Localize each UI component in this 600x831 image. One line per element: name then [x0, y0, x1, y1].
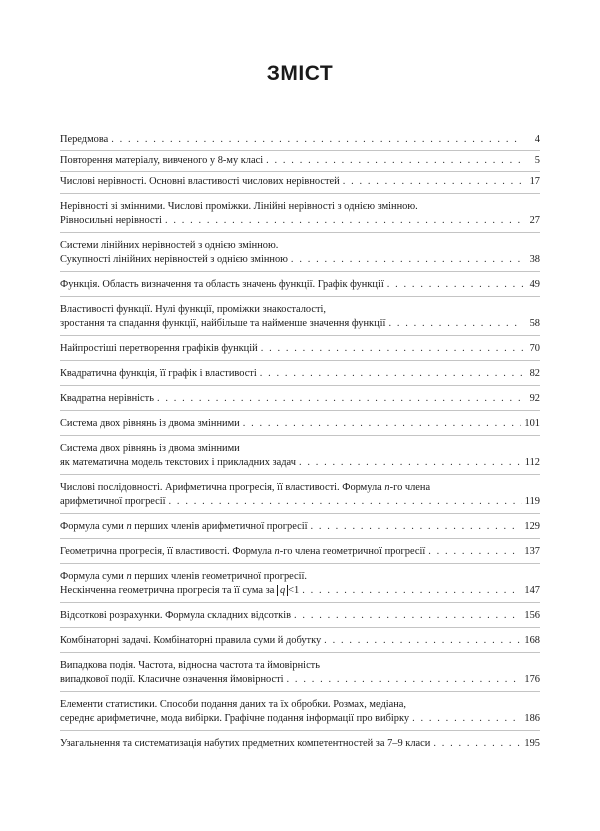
- toc-entry-title-line: арифметичної прогресії: [60, 496, 166, 507]
- dot-leader: [294, 609, 521, 623]
- toc-entry-title-line: Нерівності зі змінними. Числові проміжки. Лінійні нерівності з однією змінною.: [60, 201, 418, 212]
- toc-page-number: 27: [529, 215, 540, 226]
- toc-page-number: 147: [524, 585, 540, 596]
- toc-entry-title-line: Сукупності лінійних нерівностей з однією змінною: [60, 254, 288, 265]
- toc-page-number: 38: [529, 254, 540, 265]
- toc-page-number: 176: [524, 674, 540, 685]
- toc-entry-title-line: Нескінченна геометрична прогресія та її сума за q <1: [60, 585, 300, 596]
- dot-leader: [324, 634, 521, 648]
- toc-entry[interactable]: [60, 194, 540, 233]
- toc-entry[interactable]: [60, 297, 540, 336]
- toc-entry[interactable]: [60, 564, 540, 603]
- toc-entry-title: Квадратна нерівність: [60, 393, 154, 404]
- table-of-contents: [60, 130, 540, 755]
- toc-page-number: 101: [524, 418, 540, 429]
- dot-leader: [261, 342, 523, 356]
- dot-leader: [169, 495, 522, 509]
- toc-entry-title-line: Властивості функції. Нулі функції, проміжки знакосталості,: [60, 304, 327, 315]
- dot-leader: [157, 392, 523, 406]
- toc-entry[interactable]: [60, 151, 540, 172]
- toc-entry[interactable]: [60, 336, 540, 361]
- toc-entry[interactable]: [60, 514, 540, 539]
- dot-leader: [433, 737, 521, 751]
- toc-entry-title: Функція. Область визначення та область значень функції. Графік функції: [60, 279, 384, 290]
- toc-entry[interactable]: [60, 539, 540, 564]
- toc-entry-title-line: випадкової події. Класичне означення ймовірності: [60, 674, 284, 685]
- toc-page-number: 119: [524, 496, 540, 507]
- math-variable-n: n: [126, 571, 132, 582]
- dot-leader: [266, 154, 523, 168]
- toc-entry-title: Повторення матеріалу, вивченого у 8-му класі: [60, 155, 264, 166]
- toc-page-number: 5: [534, 155, 540, 166]
- toc-entry[interactable]: [60, 436, 540, 475]
- toc-entry-title: Відсоткові розрахунки. Формула складних відсотків: [60, 610, 292, 621]
- toc-entry[interactable]: [60, 731, 540, 755]
- toc-entry[interactable]: [60, 172, 540, 194]
- toc-entry-title: Геометрична прогресія, її властивості. Формула n-го члена геометричної прогресії: [60, 546, 426, 557]
- math-variable-n: n: [126, 521, 132, 532]
- toc-entry-title-line: Числові послідовності. Арифметична прогресія, її властивості. Формула n-го члена: [60, 482, 431, 493]
- toc-page-number: 186: [524, 713, 540, 724]
- dot-leader: [291, 253, 523, 267]
- abs-q-formula: q: [277, 585, 288, 596]
- dot-leader: [302, 584, 521, 598]
- toc-entry-title: Числові нерівності. Основні властивості числових нерівностей: [60, 176, 340, 187]
- toc-page-number: 137: [524, 546, 540, 557]
- toc-entry[interactable]: [60, 692, 540, 731]
- toc-entry[interactable]: [60, 272, 540, 297]
- toc-page-number: 17: [529, 176, 540, 187]
- dot-leader: [243, 417, 522, 431]
- toc-entry-title: Система двох рівнянь із двома змінними: [60, 418, 240, 429]
- toc-entry-title: Узагальнення та систематизація набутих предметних компетентностей за 7–9 класи: [60, 738, 431, 749]
- toc-entry[interactable]: [60, 386, 540, 411]
- toc-entry-title-line: як математична модель текстових і прикладних задач: [60, 457, 296, 468]
- dot-leader: [428, 545, 521, 559]
- page-title: ЗМІСТ: [266, 62, 334, 85]
- toc-page-number: 92: [529, 393, 540, 404]
- math-variable-n: n: [384, 482, 390, 493]
- toc-entry-title-line: Рівносильні нерівності: [60, 215, 162, 226]
- toc-entry[interactable]: [60, 603, 540, 628]
- dot-leader: [343, 175, 523, 189]
- dot-leader: [310, 520, 521, 534]
- toc-entry[interactable]: [60, 475, 540, 514]
- toc-entry-title-line: Елементи статистики. Способи подання даних та їх обробки. Розмах, медіана,: [60, 699, 407, 710]
- math-variable-n: n: [274, 546, 280, 557]
- toc-entry[interactable]: [60, 628, 540, 653]
- toc-page-number: 49: [529, 279, 540, 290]
- dot-leader: [387, 278, 523, 292]
- toc-entry[interactable]: [60, 653, 540, 692]
- dot-leader: [260, 367, 523, 381]
- toc-entry-title-line: Системи лінійних нерівностей з однією змінною.: [60, 240, 279, 251]
- toc-entry[interactable]: [60, 130, 540, 151]
- toc-entry[interactable]: [60, 411, 540, 436]
- dot-leader: [165, 214, 523, 228]
- toc-page-number: 82: [529, 368, 540, 379]
- dot-leader: [412, 712, 521, 726]
- toc-entry-title-line: зростання та спадання функції, найбільше та найменше значення функції: [60, 318, 386, 329]
- dot-leader: [388, 317, 523, 331]
- toc-page-number: 156: [524, 610, 540, 621]
- toc-entry-title: Найпростіші перетворення графіків функцій: [60, 343, 258, 354]
- toc-entry-title: Формула суми n перших членів арифметичної прогресії: [60, 521, 308, 532]
- toc-page-number: 4: [534, 134, 540, 145]
- toc-entry-title-line: середнє арифметичне, мода вибірки. Графічне подання інформації про вибірку: [60, 713, 410, 724]
- toc-page-number: 112: [524, 457, 540, 468]
- toc-entry-title: Комбінаторні задачі. Комбінаторні правила суми й добутку: [60, 635, 322, 646]
- toc-entry-title-line: Формула суми n перших членів геометричної прогресії.: [60, 571, 308, 582]
- toc-entry-title-line: Випадкова подія. Частота, відносна частота та ймовірність: [60, 660, 320, 671]
- toc-entry[interactable]: [60, 361, 540, 386]
- toc-page-number: 195: [524, 738, 540, 749]
- toc-entry[interactable]: [60, 233, 540, 272]
- toc-page-number: 168: [524, 635, 540, 646]
- toc-page-number: 58: [529, 318, 540, 329]
- toc-entry-title: Передмова: [60, 134, 109, 145]
- toc-entry-title: Квадратична функція, її графік і властивості: [60, 368, 257, 379]
- toc-page-number: 70: [529, 343, 540, 354]
- dot-leader: [111, 133, 523, 147]
- dot-leader: [299, 456, 522, 470]
- toc-page-number: 129: [524, 521, 540, 532]
- dot-leader: [287, 673, 522, 687]
- toc-entry-title-line: Система двох рівнянь із двома змінними: [60, 443, 240, 454]
